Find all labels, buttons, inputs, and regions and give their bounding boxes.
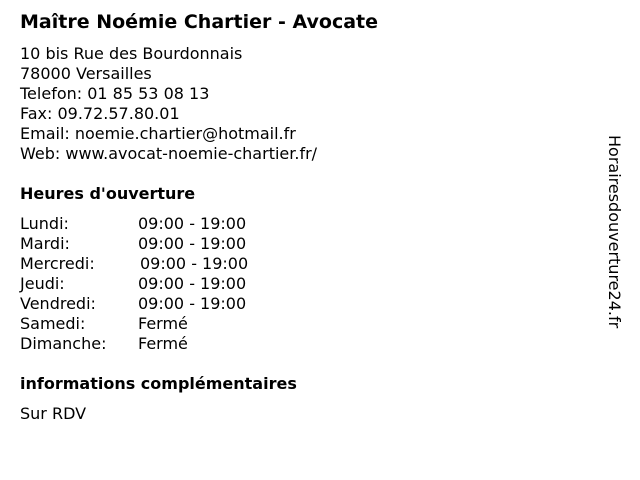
hours-value: 09:00 - 19:00 [140, 254, 249, 273]
hours-value: 09:00 - 19:00 [138, 274, 247, 293]
fax-number: Fax: 09.72.57.80.01 [20, 104, 180, 123]
address-street: 10 bis Rue des Bourdonnais [20, 44, 243, 63]
website-url: Web: www.avocat-noemie-chartier.fr/ [20, 144, 318, 163]
day-label: Lundi: [20, 214, 69, 233]
site-watermark: Horairesdouverture24.fr [605, 135, 624, 329]
day-label: Mercredi: [20, 254, 95, 273]
contact-block [20, 44, 317, 164]
hours-value: Fermé [138, 334, 188, 353]
day-label: Jeudi: [20, 274, 65, 293]
day-label: Samedi: [20, 314, 86, 333]
email-address: Email: noemie.chartier@hotmail.fr [20, 124, 296, 143]
day-label: Mardi: [20, 234, 70, 253]
address-city: 78000 Versailles [20, 64, 152, 83]
hours-value: 09:00 - 19:00 [138, 234, 247, 253]
additional-info-text: Sur RDV [20, 404, 87, 423]
business-title: Maître Noémie Chartier - Avocate [20, 11, 378, 33]
hours-value: 09:00 - 19:00 [138, 294, 247, 313]
additional-info-heading: informations complémentaires [20, 374, 297, 393]
phone-number: Telefon: 01 85 53 08 13 [20, 84, 210, 103]
day-label: Vendredi: [20, 294, 96, 313]
hours-value: 09:00 - 19:00 [138, 214, 247, 233]
hours-value: Fermé [138, 314, 188, 333]
opening-hours-heading: Heures d'ouverture [20, 184, 196, 203]
day-label: Dimanche: [20, 334, 107, 353]
